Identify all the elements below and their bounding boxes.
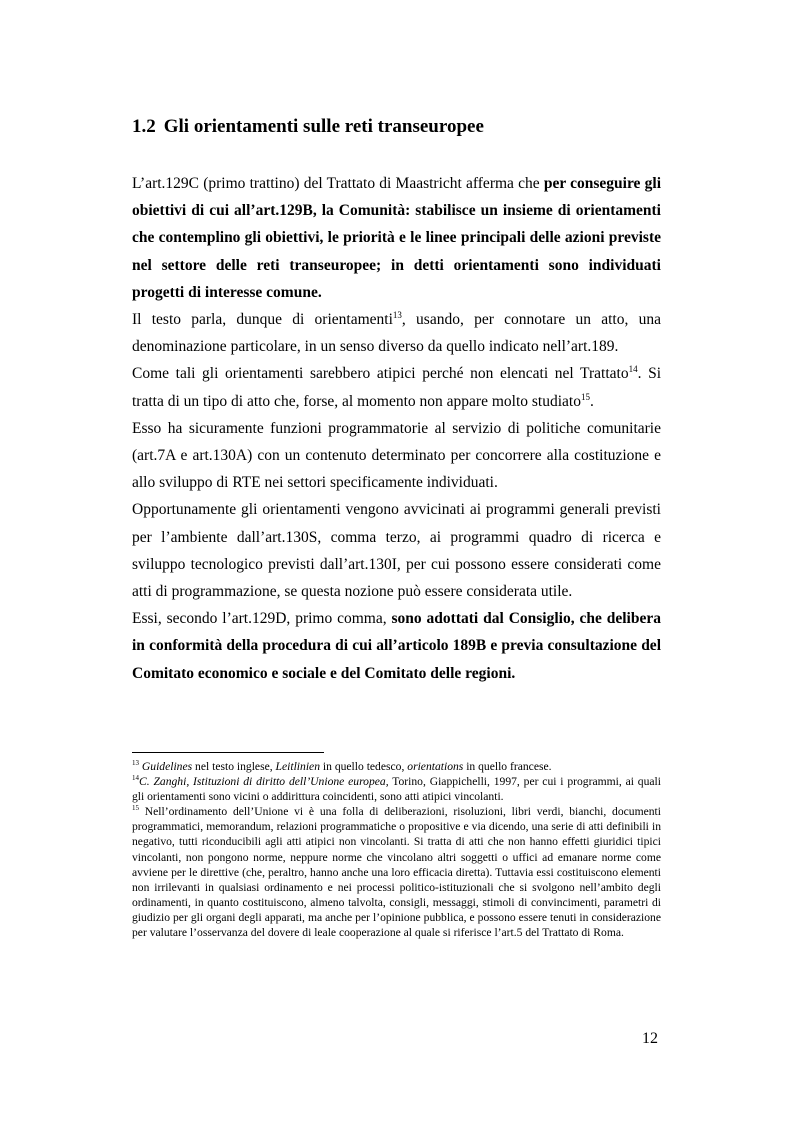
footnote-ref-15[interactable]: 15 — [580, 391, 590, 402]
footnote-15-number: 15 — [132, 804, 139, 813]
paragraph-2-start: Il testo parla, dunque di orientamenti — [132, 311, 393, 329]
paragraph-1 — [132, 170, 661, 306]
footnote-13-text-1: nel testo inglese, — [192, 760, 276, 773]
footnote-separator — [132, 752, 324, 753]
paragraph-3-end: . — [589, 392, 594, 410]
footnote-13 — [132, 759, 661, 774]
footnote-15 — [132, 804, 661, 940]
footnote-14-citation: C. Zanghi, Istituzioni di diritto dell’Unione europea, — [139, 775, 389, 789]
paragraph-6-intro: Essi, secondo l’art.129D, primo comma, — [132, 610, 392, 628]
paragraph-3-start: Come tali gli orientamenti sarebbero atipici perché non elencati nel Trattato — [132, 365, 629, 383]
footnote-13-italic-2: Leitlinien — [275, 760, 320, 773]
footnote-13-italic-3: orientations — [407, 760, 464, 773]
section-title: Gli orientamenti sulle reti transeuropee — [163, 116, 484, 137]
footnotes — [132, 759, 661, 940]
footnote-15-text: Nell’ordinamento dell’Unione vi è una folla di deliberazioni, risoluzioni, libri verdi, bianchi, documenti programmatici, memorandum, relazioni programmatiche o propositive e via dicendo, una serie di atti definibili in negativo, tutti riconducibili agli atti atipici non vincolanti. Si tratta di atti che non hanno effetti giuridici tipici vincolanti, non pongono norme, neppure norme che vincolano altri soggetti o uffici ad emanare norme come avviene per le direttive (che, peraltro, hanno anche una loro efficacia diretta). Tuttavia essi costituiscono elementi non irrilevanti in qualsiasi ordinamento e nei processi politico-istituzionali che si svolgono nell’ambito degli ordinamenti, in quanto costituiscono, almeno talvolta, consigli, messaggi, stimoli di convincimenti, parametri di giudizio per gli organi degli apparati, ma anche per l’opinione pubblica, e possono essere tenuti in considerazione per valutare l’osservanza del dovere di leale cooperazione al quale si riferisce l’art.5 del Trattato di Roma. — [132, 805, 661, 940]
footnote-13-number: 13 — [132, 759, 139, 768]
footnote-13-italic-1: Guidelines — [141, 760, 193, 773]
footnote-ref-14[interactable]: 14 — [628, 364, 638, 375]
section-number: 1.2 — [132, 116, 156, 137]
footnote-14-number: 14 — [132, 774, 139, 783]
footnote-13-text-2: in quello tedesco, — [320, 760, 408, 773]
paragraph-2-end: , usando, per connotare un atto, una denominazione particolare, in un senso diverso da quello indicato nell’art.189. — [132, 311, 661, 356]
paragraph-4: Esso ha sicuramente funzioni programmatorie al servizio di politiche comunitarie (art.7A e art.130A) con un contenuto determinato per concorrere alla costituzione e allo sviluppo di RTE nei settori specificamente individuati. — [132, 419, 661, 492]
paragraph-1-intro: L’art.129C (primo trattino) del Trattato di Maastricht afferma che — [132, 175, 544, 192]
footnote-14-text: Torino, Giappichelli, 1997, per cui i programmi, ai quali gli orientamenti sono vicini o addirittura coincidenti, sono atti atipici vincolanti. — [132, 775, 661, 804]
body-text — [132, 170, 661, 687]
footnote-14 — [132, 774, 661, 804]
paragraph-5: Opportunamente gli orientamenti vengono avvicinati ai programmi generali previsti per l’ambiente dall’art.130S, comma terzo, ai programmi quadro di ricerca e sviluppo tecnologico previsti dall’art.130I, per cui possono essere considerati come atti di programmazione, se questa nozione può essere considerata utile. — [132, 501, 661, 601]
paragraph-1-bold: per conseguire gli obiettivi di cui all’art.129B, la Comunità: stabilisce un insieme di orientamenti che contemplino gli obiettivi, le priorità e le linee principali delle azioni previste nel settore delle reti transeuropee; in detti orientamenti sono individuati progetti di interesse comune. — [132, 175, 662, 301]
paragraph-3-middle: . Si tratta di un tipo di atto che, forse, al momento non appare molto studiato — [132, 365, 661, 410]
paragraph-6 — [132, 605, 661, 687]
paragraph-3 — [132, 360, 661, 414]
footnote-ref-13[interactable]: 13 — [392, 309, 402, 320]
section-heading — [132, 116, 484, 138]
paragraph-2 — [132, 306, 661, 360]
footnote-13-text-3: in quello francese. — [463, 760, 552, 773]
page-number: 12 — [642, 1030, 658, 1047]
paragraph-6-bold: sono adottati dal Consiglio, che delibera in conformità della procedura di cui all’articolo 189B e previa consultazione del Comitato economico e sociale e del Comitato delle regioni. — [132, 610, 661, 682]
